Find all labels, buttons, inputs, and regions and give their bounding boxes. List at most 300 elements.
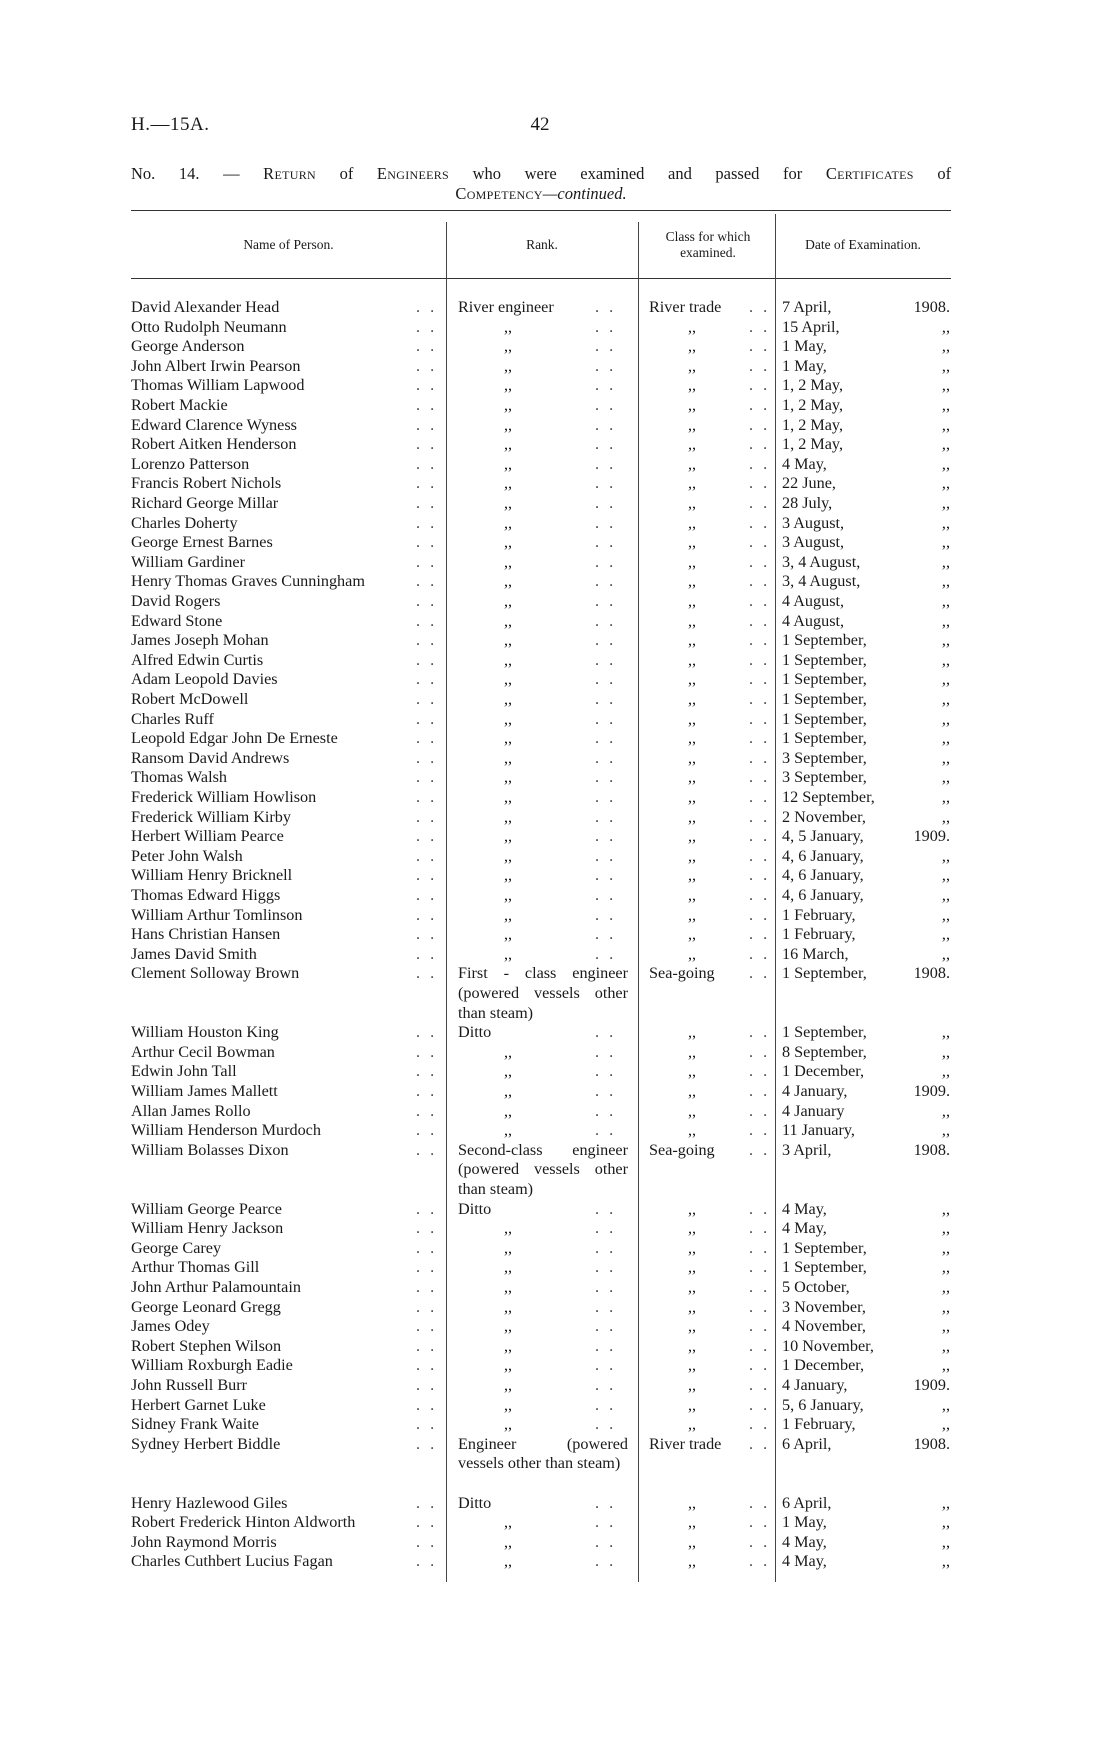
class-cell: ,,: [688, 1062, 697, 1081]
rank-leader-dots: . .: [595, 748, 617, 767]
examination-year: ,,: [941, 1023, 950, 1042]
person-name: William Henry Jackson: [131, 1219, 284, 1238]
rank-leader-dots: . .: [595, 513, 617, 532]
examination-year: ,,: [941, 1336, 950, 1355]
table-row: [0, 808, 1114, 828]
table-row: [0, 925, 1114, 945]
examination-date: 1 September,: [782, 964, 867, 983]
rank-leader-dots: . .: [595, 592, 617, 610]
name-leader-dots: . .: [416, 925, 438, 944]
examination-year: ,,: [941, 768, 950, 787]
examination-date: 4, 6 January,: [782, 886, 864, 904]
table-row: [0, 1356, 1114, 1376]
class-leader-dots: . .: [749, 1278, 771, 1296]
rank-leader-dots: . .: [595, 415, 617, 434]
name-leader-dots: . .: [416, 533, 438, 552]
heading-continued: —continued.: [542, 184, 627, 203]
table-row: [0, 1278, 1114, 1298]
examination-date: 4, 5 January,: [782, 827, 864, 846]
examination-date: 4 January,: [782, 1082, 848, 1100]
class-leader-dots: . .: [749, 886, 771, 904]
person-name: Thomas William Lapwood: [131, 376, 305, 395]
person-name: Alfred Edwin Curtis: [131, 650, 264, 669]
class-leader-dots: . .: [749, 1042, 771, 1061]
examination-year: ,,: [941, 690, 950, 708]
examination-date: 4 May,: [782, 1199, 827, 1218]
examination-year: ,,: [941, 592, 950, 610]
class-cell: ,,: [688, 1415, 697, 1434]
table-row: [0, 1239, 1114, 1259]
rank-leader-dots: . .: [595, 1356, 617, 1375]
rank-leader-dots: . .: [595, 925, 617, 944]
table-row: [0, 435, 1114, 455]
heading-return: Return: [263, 164, 316, 183]
person-name: Lorenzo Patterson: [131, 454, 250, 473]
class-leader-dots: . .: [749, 690, 771, 708]
table-row: [0, 1435, 1114, 1494]
rank-cell: ,,: [504, 317, 513, 336]
column-header-rank: Rank.: [526, 237, 558, 252]
table-row: [0, 1298, 1114, 1318]
name-leader-dots: . .: [416, 356, 438, 375]
table-row: [0, 1023, 1114, 1043]
name-leader-dots: . .: [416, 788, 438, 806]
class-cell: ,,: [688, 866, 697, 885]
examination-date: 3 August,: [782, 533, 845, 552]
name-leader-dots: . .: [416, 1258, 438, 1277]
name-leader-dots: . .: [416, 1023, 438, 1042]
person-name: Herbert Garnet Luke: [131, 1395, 266, 1414]
examination-date: 4 August,: [782, 592, 845, 610]
person-name: George Carey: [131, 1238, 222, 1257]
rank-cell: Engineer (powered vessels other than steam): [458, 1434, 628, 1473]
name-leader-dots: . .: [416, 690, 438, 708]
rank-leader-dots: . .: [595, 631, 617, 650]
class-cell: ,,: [688, 925, 697, 944]
class-cell: ,,: [688, 1376, 697, 1394]
rank-cell: ,,: [504, 572, 513, 591]
examination-year: ,,: [941, 944, 950, 963]
table-row: [0, 1141, 1114, 1200]
class-cell: ,,: [688, 1532, 697, 1551]
person-name: Ransom David Andrews: [131, 748, 290, 767]
class-leader-dots: . .: [749, 944, 771, 963]
examination-year: ,,: [941, 513, 950, 532]
class-cell: ,,: [688, 435, 697, 454]
rank-cell: ,,: [504, 1042, 513, 1061]
name-leader-dots: . .: [416, 768, 438, 787]
table-row: [0, 729, 1114, 749]
rank-cell: ,,: [504, 1121, 513, 1140]
table-row: [0, 357, 1114, 377]
rank-cell: Ditto: [458, 1493, 492, 1512]
examination-date: 4 May,: [782, 1532, 827, 1551]
rank-leader-dots: . .: [595, 1278, 617, 1296]
person-name: James David Smith: [131, 944, 257, 963]
examination-date: 1, 2 May,: [782, 396, 843, 414]
examination-year: ,,: [941, 1238, 950, 1257]
class-leader-dots: . .: [749, 1140, 771, 1159]
rank-leader-dots: . .: [595, 356, 617, 375]
rank-cell: ,,: [504, 1336, 513, 1355]
examination-date: 4 January: [782, 1101, 845, 1120]
rank-leader-dots: . .: [595, 1238, 617, 1257]
person-name: Frederick William Howlison: [131, 788, 317, 806]
class-cell: ,,: [688, 729, 697, 748]
heading-certificates: Certificates: [825, 164, 914, 183]
examination-year: ,,: [941, 631, 950, 650]
examination-year: ,,: [941, 356, 950, 375]
column-header-date: Date of Examination.: [805, 237, 921, 252]
class-leader-dots: . .: [749, 964, 771, 983]
class-cell: ,,: [688, 1493, 697, 1512]
rank-leader-dots: . .: [595, 1082, 617, 1100]
examination-date: 3 September,: [782, 748, 867, 767]
rank-cell: ,,: [504, 944, 513, 963]
table-row: [0, 553, 1114, 573]
examination-year: ,,: [941, 1317, 950, 1336]
class-cell: ,,: [688, 1395, 697, 1414]
person-name: Leopold Edgar John De Erneste: [131, 729, 338, 748]
rank-leader-dots: . .: [595, 1415, 617, 1434]
class-cell: ,,: [688, 846, 697, 865]
person-name: Arthur Cecil Bowman: [131, 1042, 275, 1061]
name-leader-dots: . .: [416, 631, 438, 650]
name-leader-dots: . .: [416, 1376, 438, 1394]
table-row: [0, 455, 1114, 475]
examination-year: ,,: [941, 846, 950, 865]
class-cell: ,,: [688, 572, 697, 591]
rank-cell: ,,: [504, 709, 513, 728]
rank-cell: ,,: [504, 1297, 513, 1316]
name-leader-dots: . .: [416, 650, 438, 669]
name-leader-dots: . .: [416, 670, 438, 689]
rank-leader-dots: . .: [595, 1317, 617, 1336]
table-row: [0, 494, 1114, 514]
person-name: Charles Doherty: [131, 513, 238, 532]
person-name: John Albert Irwin Pearson: [131, 356, 301, 375]
rank-leader-dots: . .: [595, 944, 617, 963]
rank-cell: ,,: [504, 729, 513, 748]
examination-date: 1 September,: [782, 709, 867, 728]
name-leader-dots: . .: [416, 1493, 438, 1512]
rank-cell: ,,: [504, 1356, 513, 1375]
examination-year: ,,: [941, 1062, 950, 1081]
name-leader-dots: . .: [416, 513, 438, 532]
class-cell: ,,: [688, 670, 697, 689]
table-row: [0, 1062, 1114, 1082]
table-row: [0, 514, 1114, 534]
class-leader-dots: . .: [749, 1493, 771, 1512]
examination-date: 4 May,: [782, 454, 827, 473]
rank-cell: ,,: [504, 670, 513, 689]
name-leader-dots: . .: [416, 376, 438, 395]
person-name: Robert Frederick Hinton Aldworth: [131, 1513, 356, 1532]
table-row: [0, 788, 1114, 808]
table-row: [0, 533, 1114, 553]
heading-competency: Competency: [455, 184, 543, 203]
rank-leader-dots: . .: [595, 1121, 617, 1140]
class-leader-dots: . .: [749, 1532, 771, 1551]
person-name: William Roxburgh Eadie: [131, 1356, 293, 1375]
class-cell: ,,: [688, 709, 697, 728]
class-leader-dots: . .: [749, 1376, 771, 1394]
examination-date: 4 November,: [782, 1317, 866, 1336]
examination-year: ,,: [941, 925, 950, 944]
class-cell: ,,: [688, 1238, 697, 1257]
table-row: [0, 416, 1114, 436]
rank-cell: River engineer: [458, 298, 554, 316]
rank-cell: ,,: [504, 886, 513, 904]
class-leader-dots: . .: [749, 1062, 771, 1081]
class-cell: ,,: [688, 1023, 697, 1042]
examination-year: ,,: [941, 866, 950, 885]
class-cell: ,,: [688, 1552, 697, 1571]
class-leader-dots: . .: [749, 1101, 771, 1120]
class-cell: ,,: [688, 807, 697, 826]
rank-cell: ,,: [504, 827, 513, 846]
examination-date: 15 April,: [782, 317, 840, 336]
rank-cell: ,,: [504, 650, 513, 669]
examination-year: 1909.: [913, 1376, 950, 1394]
class-leader-dots: . .: [749, 631, 771, 650]
rank-cell: ,,: [504, 807, 513, 826]
rank-leader-dots: . .: [595, 1199, 617, 1218]
name-leader-dots: . .: [416, 807, 438, 826]
examination-year: ,,: [941, 611, 950, 630]
table-top-rule: [131, 210, 951, 211]
rank-leader-dots: . .: [595, 1513, 617, 1532]
rank-leader-dots: . .: [595, 1552, 617, 1571]
class-leader-dots: . .: [749, 454, 771, 473]
examination-year: 1908.: [913, 1140, 950, 1159]
table-row: [0, 945, 1114, 965]
class-cell: ,,: [688, 474, 697, 493]
table-row: [0, 572, 1114, 592]
table-row: [0, 1317, 1114, 1337]
class-leader-dots: . .: [749, 1258, 771, 1277]
name-leader-dots: . .: [416, 435, 438, 454]
person-name: Edward Stone: [131, 611, 223, 630]
rank-leader-dots: . .: [595, 1219, 617, 1238]
rank-leader-dots: . .: [595, 1062, 617, 1081]
class-cell: ,,: [688, 886, 697, 904]
class-leader-dots: . .: [749, 376, 771, 395]
table-row: [0, 1082, 1114, 1102]
class-cell: Sea-going: [649, 1140, 715, 1159]
page-number: 42: [530, 114, 550, 135]
class-cell: River trade: [649, 1434, 722, 1453]
rank-cell: ,,: [504, 925, 513, 944]
heading-middle: who were examined and passed for: [472, 164, 803, 183]
rank-cell: ,,: [504, 846, 513, 865]
rank-leader-dots: . .: [595, 1493, 617, 1512]
person-name: David Rogers: [131, 592, 221, 610]
class-leader-dots: . .: [749, 1434, 771, 1453]
person-name: George Anderson: [131, 337, 245, 356]
examination-year: ,,: [941, 474, 950, 493]
person-name: Peter John Walsh: [131, 846, 243, 865]
rank-cell: ,,: [504, 1376, 513, 1394]
examination-year: ,,: [941, 886, 950, 904]
table-row: [0, 906, 1114, 926]
class-cell: ,,: [688, 1297, 697, 1316]
table-row: [0, 592, 1114, 612]
class-cell: ,,: [688, 533, 697, 552]
header-bottom-rule: [131, 278, 951, 279]
examination-date: 1, 2 May,: [782, 435, 843, 454]
class-leader-dots: . .: [749, 356, 771, 375]
person-name: Henry Thomas Graves Cunningham: [131, 572, 365, 591]
class-cell: ,,: [688, 1336, 697, 1355]
person-name: John Russell Burr: [131, 1376, 248, 1394]
examination-year: ,,: [941, 709, 950, 728]
rank-cell: ,,: [504, 1317, 513, 1336]
examination-date: 11 January,: [782, 1121, 855, 1140]
examination-date: 1 May,: [782, 1513, 827, 1532]
examination-date: 7 April,: [782, 298, 832, 316]
table-row: [0, 1376, 1114, 1396]
rank-leader-dots: . .: [595, 298, 617, 316]
class-leader-dots: . .: [749, 1336, 771, 1355]
report-reference: H.—15A.: [131, 114, 210, 135]
rank-cell: ,,: [504, 533, 513, 552]
table-row: [0, 886, 1114, 906]
class-cell: ,,: [688, 827, 697, 846]
examination-year: 1908.: [913, 1434, 950, 1453]
class-cell: ,,: [688, 415, 697, 434]
examination-year: 1909.: [913, 827, 950, 846]
table-row: [0, 827, 1114, 847]
class-leader-dots: . .: [749, 1238, 771, 1257]
rank-cell: ,,: [504, 592, 513, 610]
rank-leader-dots: . .: [595, 846, 617, 865]
class-leader-dots: . .: [749, 552, 771, 571]
rank-cell: ,,: [504, 1552, 513, 1571]
examination-date: 1 September,: [782, 670, 867, 689]
rank-cell: ,,: [504, 1395, 513, 1414]
person-name: James Joseph Mohan: [131, 631, 269, 650]
person-name: George Leonard Gregg: [131, 1297, 281, 1316]
name-leader-dots: . .: [416, 572, 438, 591]
class-leader-dots: . .: [749, 925, 771, 944]
examination-year: ,,: [941, 729, 950, 748]
examination-year: ,,: [941, 1219, 950, 1238]
rank-cell: ,,: [504, 1258, 513, 1277]
rank-leader-dots: . .: [595, 317, 617, 336]
examination-year: ,,: [941, 494, 950, 512]
examination-date: 1 September,: [782, 1258, 867, 1277]
person-name: Edward Clarence Wyness: [131, 415, 297, 434]
examination-date: 1 May,: [782, 356, 827, 375]
class-cell: ,,: [688, 356, 697, 375]
rank-leader-dots: . .: [595, 1532, 617, 1551]
rank-leader-dots: . .: [595, 670, 617, 689]
rank-cell: ,,: [504, 1062, 513, 1081]
class-cell: Sea-going: [649, 964, 715, 983]
table-row: [0, 690, 1114, 710]
rank-cell: ,,: [504, 1219, 513, 1238]
examination-date: 4, 6 January,: [782, 846, 864, 865]
heading-of-2: of: [937, 164, 952, 183]
class-leader-dots: . .: [749, 905, 771, 924]
examination-date: 22 June,: [782, 474, 836, 493]
table-row: [0, 1102, 1114, 1122]
table-row: [0, 1552, 1114, 1572]
table-row: [0, 670, 1114, 690]
person-name: Robert Aitken Henderson: [131, 435, 297, 454]
rank-leader-dots: . .: [595, 1376, 617, 1394]
rank-leader-dots: . .: [595, 807, 617, 826]
person-name: William Houston King: [131, 1023, 279, 1042]
name-leader-dots: . .: [416, 886, 438, 904]
examination-date: 1 May,: [782, 337, 827, 356]
rank-leader-dots: . .: [595, 454, 617, 473]
rank-cell: ,,: [504, 611, 513, 630]
rank-leader-dots: . .: [595, 552, 617, 571]
table-row: [0, 1513, 1114, 1533]
rank-leader-dots: . .: [595, 572, 617, 591]
rank-leader-dots: . .: [595, 768, 617, 787]
rank-leader-dots: . .: [595, 1395, 617, 1414]
rank-cell: ,,: [504, 552, 513, 571]
rank-leader-dots: . .: [595, 886, 617, 904]
rank-cell: ,,: [504, 1513, 513, 1532]
class-cell: ,,: [688, 513, 697, 532]
rank-cell: ,,: [504, 1278, 513, 1296]
examination-date: 1 September,: [782, 1023, 867, 1042]
rank-cell: First - class engineer (powered vessels other than steam): [458, 964, 628, 1022]
class-leader-dots: . .: [749, 317, 771, 336]
column-header-class: Class for which examined.: [665, 229, 751, 260]
class-cell: ,,: [688, 1042, 697, 1061]
name-leader-dots: . .: [416, 1395, 438, 1414]
examination-year: ,,: [941, 396, 950, 414]
person-name: William James Mallett: [131, 1082, 278, 1100]
rank-leader-dots: . .: [595, 690, 617, 708]
name-leader-dots: . .: [416, 415, 438, 434]
person-name: Robert Stephen Wilson: [131, 1336, 282, 1355]
table-row: [0, 710, 1114, 730]
class-leader-dots: . .: [749, 807, 771, 826]
person-name: David Alexander Head: [131, 298, 280, 316]
person-name: John Raymond Morris: [131, 1532, 277, 1551]
class-cell: ,,: [688, 1513, 697, 1532]
examination-year: ,,: [941, 788, 950, 806]
rank-leader-dots: . .: [595, 1297, 617, 1316]
name-leader-dots: . .: [416, 317, 438, 336]
class-leader-dots: . .: [749, 1552, 771, 1571]
examination-date: 1, 2 May,: [782, 415, 843, 434]
name-leader-dots: . .: [416, 944, 438, 963]
class-cell: ,,: [688, 1219, 697, 1238]
name-leader-dots: . .: [416, 1219, 438, 1238]
table-row: [0, 1200, 1114, 1220]
examination-date: 5, 6 January,: [782, 1395, 864, 1414]
heading-of: of: [339, 164, 354, 183]
class-cell: ,,: [688, 317, 697, 336]
table-row: [0, 631, 1114, 651]
class-cell: ,,: [688, 494, 697, 512]
name-leader-dots: . .: [416, 827, 438, 846]
table-row: [0, 1121, 1114, 1141]
examination-date: 3 November,: [782, 1297, 866, 1316]
examination-year: ,,: [941, 1552, 950, 1571]
examination-date: 1 September,: [782, 1238, 867, 1257]
person-name: William Gardiner: [131, 552, 245, 571]
table-row: [0, 964, 1114, 1023]
examination-year: ,,: [941, 454, 950, 473]
